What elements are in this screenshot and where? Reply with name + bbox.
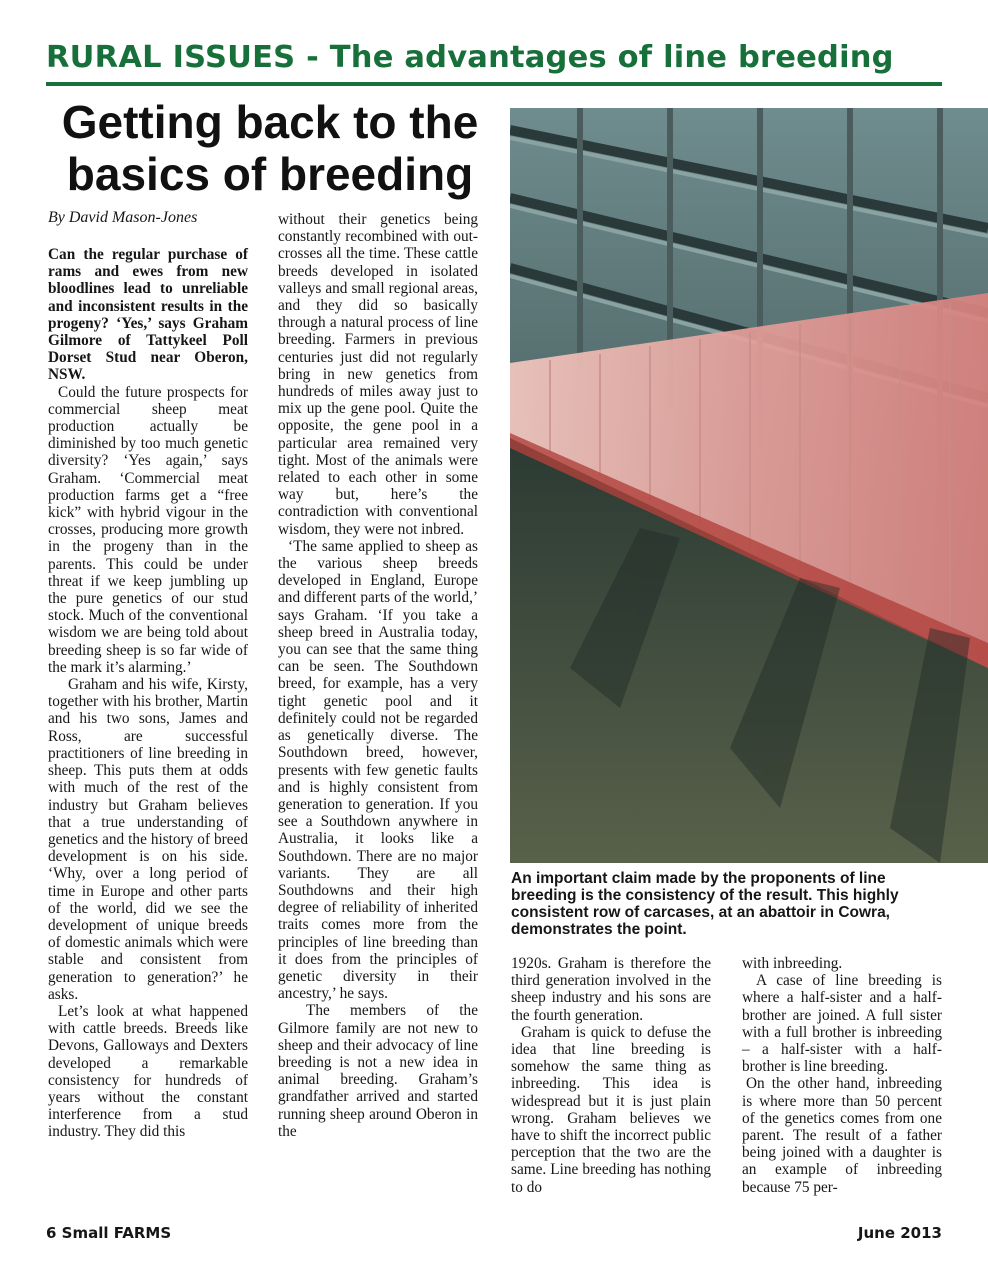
text-column-4 xyxy=(742,955,942,1196)
paragraph: Could the future prospects for commercial sheep meat production actually be diminished by too much genetic diversity? ‘Yes again,’ says Graham. ‘Commercial meat production farms get a “free kick” with hybrid vigour in the crosses, producing more growth in the progeny than in the parents. This could be under threat if we keep jumbling up the pure genetics of our stud stock. Much of the conventional wisdom we are being told about breeding sheep is so far wide of the mark it’s alarming.’ xyxy=(48,383,248,676)
article-headline xyxy=(40,96,500,200)
paragraph: 1920s. Graham is therefore the third generation involved in the sheep industry and his sons are the fourth generation. xyxy=(511,955,711,1024)
footer-page-label: 6 Small FARMS xyxy=(46,1224,172,1242)
section-header: RURAL ISSUES - The advantages of line breeding xyxy=(46,40,894,75)
paragraph: with inbreeding. xyxy=(742,955,843,972)
lead-paragraph: Can the regular purchase of rams and ewes from new bloodlines lead to unreliable and inconsistent results in the progeny? ‘Yes,’ says Graham Gilmore of Tattykeel Poll Dorset Stud near Oberon, NSW. xyxy=(48,246,248,384)
paragraph: The members of the Gilmore family are not new to sheep and their advocacy of line breeding is not a new idea in animal breeding. Graham’s grandfather arrived and started running sheep around Oberon in the xyxy=(278,1002,478,1140)
paragraph: Graham is quick to defuse the idea that line breeding is somehow the same thing as inbreeding. This idea is widespread but it is just plain wrong. Graham believes we have to shift the incorrect public perception that the two are the same. Line breeding has nothing to do xyxy=(511,1023,711,1196)
abattoir-photo xyxy=(510,108,988,863)
text-column-3 xyxy=(511,955,711,1196)
header-rule xyxy=(46,82,942,86)
paragraph: Let’s look at what happened with cattle breeds. Breeds like Devons, Galloways and Dexters developed a remarkable consistency for hundreds of years without the constant interference from a stud industry. They did this xyxy=(48,1002,248,1141)
text-column-1 xyxy=(48,246,248,1141)
photo-caption: An important claim made by the proponents of line breeding is the consistency of the result. This highly consistent row of carcases, at an abattoir in Cowra, demonstrates the point. xyxy=(511,870,899,938)
paragraph: Graham and his wife, Kirsty, together with his brother, Martin and his two sons, James and Ross, are successful practitioners of line breeding in sheep. This puts them at odds with much of the rest of the industry but Graham believes that a true understanding of genetics and the history of breed development is on his side. ‘Why, over a long period of time in Europe and other parts of the world, did we see the development of unique breeds of domestic animals which were stable and consistent from generation to generation?’ he asks. xyxy=(48,676,248,1003)
byline: By David Mason-Jones xyxy=(48,209,198,226)
carcase-row-image xyxy=(510,108,988,863)
paragraph: without their genetics being constantly recombined with out-crosses all the time. These cattle breeds developed in isolated valleys and small regional areas, and they did so basically through a natural process of line breeding. Farmers in previous centuries just did not regularly bring in new genetics from hundreds of miles away just to mix up the gene pool. Quite the opposite, the gene pool in a particular area remained very tight. Most of the animals were related to each other in some way but, here’s the contradiction with conventional wisdom, they were not inbred. xyxy=(278,211,478,538)
paragraph: On the other hand, inbreeding is where more than 50 percent of the genetics comes from one parent. The result of a father being joined with a daughter is an example of inbreeding because 75 per- xyxy=(742,1075,942,1196)
paragraph: A case of line breeding is where a half-sister and a half-brother are joined. A full sister with a full brother is inbreeding – a half-sister with a half-brother is line breeding. xyxy=(742,972,942,1076)
footer-date: June 2013 xyxy=(857,1224,942,1242)
headline-line-1: Getting back to the xyxy=(61,96,479,148)
paragraph: ‘The same applied to sheep as the various sheep breeds developed in England, Europe and different parts of the world,’ says Graham. ‘If you take a sheep breed in Australia today, you can see that the same thing can be seen. The Southdown breed, for example, has a very tight genetic pool and it definitely could not be regarded as genetically diverse. The Southdown breed, however, presents with few genetic faults and is highly consistent from generation to generation. If you see a Southdown anywhere in Australia, it looks like a Southdown. There are no major variants. They are all Southdowns and their high degree of reliability of inherited traits comes more from the principles of line breeding than it does from the principles of genetic diversity in their ancestry,’ he says. xyxy=(278,537,478,1003)
headline-line-2: basics of breeding xyxy=(66,148,474,200)
text-column-2 xyxy=(278,211,478,1140)
